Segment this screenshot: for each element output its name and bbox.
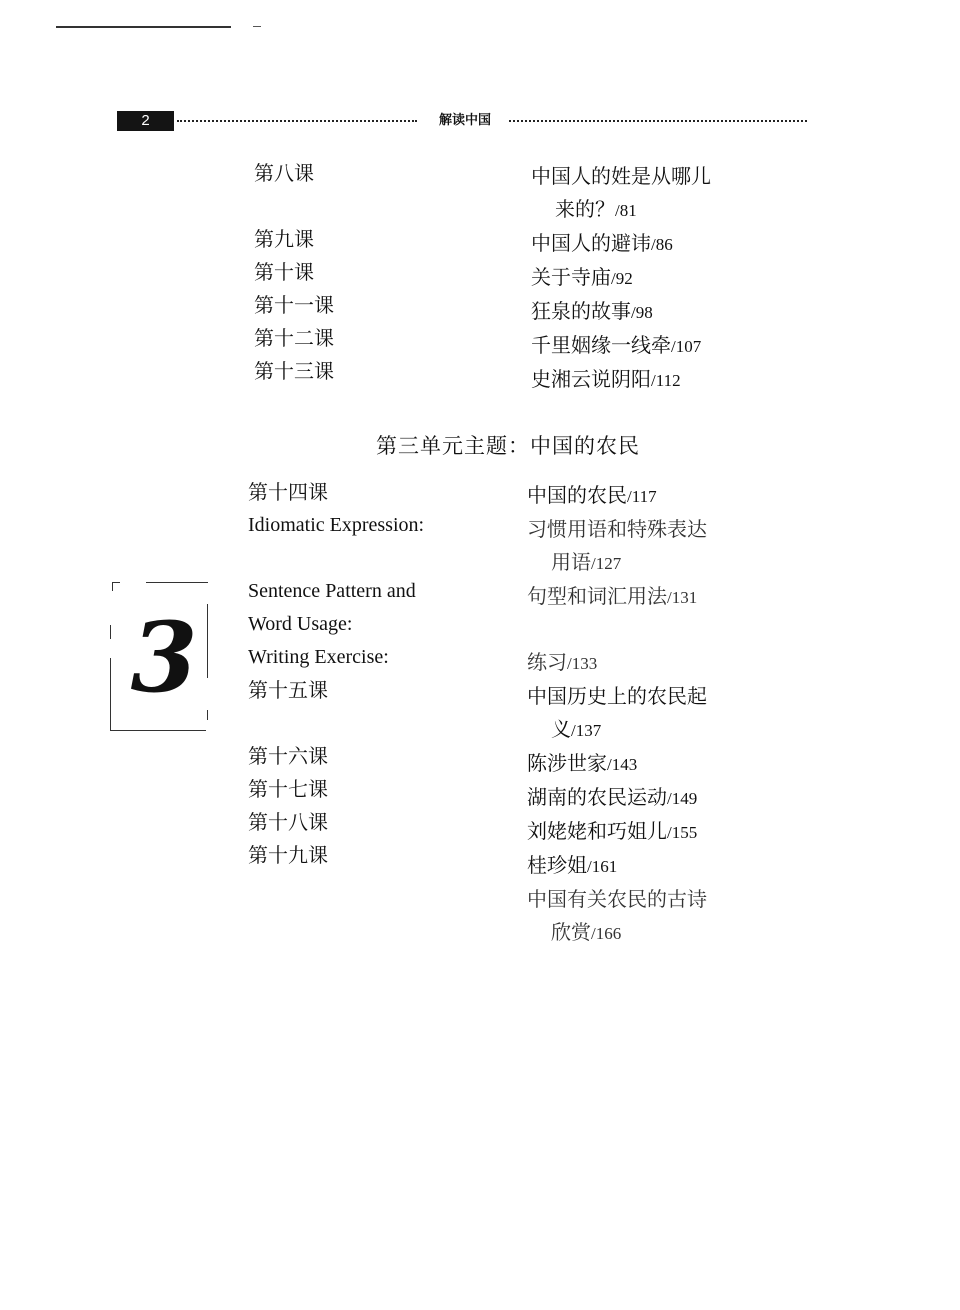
toc-title: 陈涉世家/143 xyxy=(527,751,638,775)
toc-lesson: 第十六课 xyxy=(248,744,328,768)
toc-page-number: /166 xyxy=(591,924,622,943)
toc-title: 史湘云说阴阳/112 xyxy=(531,367,681,391)
toc-title: 湖南的农民运动/149 xyxy=(527,785,698,809)
toc-title: 中国的农民/117 xyxy=(527,483,657,507)
toc-lesson: 第十五课 xyxy=(248,678,328,702)
frame-corner-top-left xyxy=(112,582,120,583)
toc-lesson: Writing Exercise: xyxy=(248,646,389,668)
top-tick-mark xyxy=(253,26,261,27)
toc-title: 习惯用语和特殊表达 xyxy=(527,517,707,541)
toc-lesson: 第十四课 xyxy=(248,480,328,504)
toc-title-continued: 来的？/81 xyxy=(555,197,637,221)
unit-number-3: 3 xyxy=(130,601,198,714)
toc-title-continued: 用语/127 xyxy=(551,550,622,574)
frame-corner-top-left-vertical xyxy=(112,582,113,591)
toc-page-number: /143 xyxy=(607,755,638,774)
toc-page-number: /117 xyxy=(627,487,657,506)
toc-lesson: 第十二课 xyxy=(254,326,334,350)
frame-right-edge xyxy=(207,604,208,678)
unit-heading: 第三单元主题：中国的农民 xyxy=(376,434,640,458)
toc-b-lessons xyxy=(248,476,424,872)
toc-title-continued: 义/137 xyxy=(551,717,602,741)
frame-bottom-edge xyxy=(110,730,206,731)
page-number: 2 xyxy=(117,111,174,131)
toc-title-continued: 欣赏/166 xyxy=(551,920,622,944)
toc-title: 中国人的姓是从哪儿 xyxy=(531,164,711,188)
toc-lesson-continued: Word Usage: xyxy=(248,613,353,635)
toc-page-number: /155 xyxy=(667,823,698,842)
header-dot-leader-right xyxy=(509,120,807,122)
toc-page-number: /131 xyxy=(667,588,698,607)
toc-title: 关于寺庙/92 xyxy=(531,265,633,289)
toc-lesson: 第十三课 xyxy=(254,359,334,383)
toc-page-number: /81 xyxy=(615,201,637,220)
toc-lesson: 第八课 xyxy=(254,161,314,185)
toc-lesson: Sentence Pattern and xyxy=(248,580,416,602)
toc-page-number: /98 xyxy=(631,303,653,322)
frame-top-edge xyxy=(146,582,208,583)
toc-page-number: /161 xyxy=(587,857,618,876)
toc-title: 刘姥姥和巧姐儿/155 xyxy=(527,819,698,843)
toc-b-titles xyxy=(527,479,707,950)
toc-lesson: Idiomatic Expression: xyxy=(248,514,425,536)
frame-left-edge-tick xyxy=(110,625,111,639)
toc-title: 中国有关农民的古诗 xyxy=(527,887,707,911)
frame-left-edge xyxy=(110,658,111,730)
toc-title: 狂泉的故事/98 xyxy=(531,299,653,323)
toc-a-lessons xyxy=(254,157,334,388)
toc-page-number: /137 xyxy=(571,721,602,740)
toc-page-number: /86 xyxy=(651,235,673,254)
toc-title: 中国历史上的农民起 xyxy=(527,684,707,708)
frame-right-edge-tick xyxy=(207,710,208,720)
toc-title: 千里姻缘一线牵/107 xyxy=(531,333,702,357)
toc-lesson: 第十一课 xyxy=(254,293,334,317)
toc-page-number: /133 xyxy=(567,654,598,673)
toc-title: 中国人的避讳/86 xyxy=(531,231,673,255)
toc-lesson: 第十八课 xyxy=(248,810,328,834)
header-dot-leader-left xyxy=(177,120,417,122)
top-rule xyxy=(56,26,231,28)
toc-page-number: /149 xyxy=(667,789,698,808)
toc-lesson: 第十课 xyxy=(254,260,314,284)
toc-lesson: 第九课 xyxy=(254,227,314,251)
toc-title: 桂珍姐/161 xyxy=(527,853,618,877)
toc-page-number: /107 xyxy=(671,337,702,356)
toc-a-titles xyxy=(531,160,711,397)
toc-title: 句型和词汇用法/131 xyxy=(527,584,698,608)
toc-lesson: 第十七课 xyxy=(248,777,328,801)
running-header-title: 解读中国 xyxy=(438,113,491,128)
toc-page-number: /112 xyxy=(651,371,681,390)
running-header xyxy=(117,111,807,131)
toc-lesson: 第十九课 xyxy=(248,843,328,867)
toc-title: 练习/133 xyxy=(527,650,598,674)
toc-page-number: /92 xyxy=(611,269,633,288)
toc-page-number: /127 xyxy=(591,554,622,573)
